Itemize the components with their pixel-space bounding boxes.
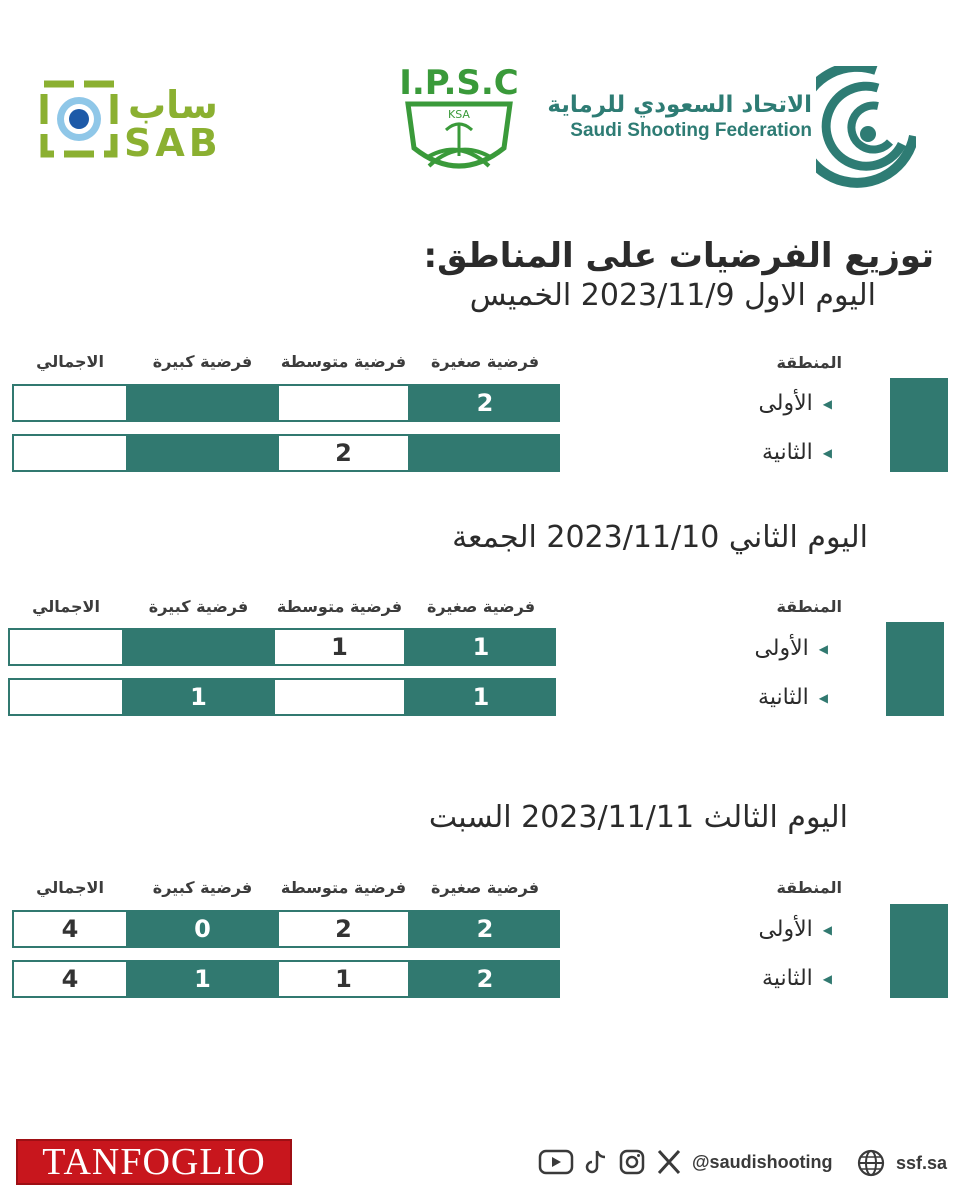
x-icon[interactable] — [656, 1148, 682, 1176]
day-1-total-header: الاجمالي — [36, 352, 104, 371]
day-2-row-1-region — [754, 636, 828, 661]
day-1-region-bar — [890, 378, 948, 472]
day-2-row-2 — [8, 678, 556, 716]
total-cell — [8, 678, 124, 716]
website-link[interactable] — [856, 1148, 947, 1178]
small-cell: 1 — [406, 678, 556, 716]
triangle-left-icon: ◀ — [822, 445, 832, 460]
day-1-title: اليوم الاول 2023/11/9 الخميس — [469, 278, 876, 313]
region-name: الثانية — [762, 440, 813, 465]
day-2-total-header: الاجمالي — [32, 597, 100, 616]
day-3-total-header: الاجمالي — [36, 878, 104, 897]
medium-cell: 2 — [277, 434, 410, 472]
tanfoglio-logo — [16, 1139, 292, 1185]
triangle-left-icon: ◀ — [822, 922, 832, 937]
large-cell — [124, 628, 273, 666]
total-cell — [12, 434, 128, 472]
federation-name — [547, 92, 812, 142]
day-2-medium-header: فرضية متوسطة — [276, 597, 403, 616]
small-cell: 2 — [410, 384, 560, 422]
small-cell: 2 — [410, 960, 560, 998]
day-3-medium-header: فرضية متوسطة — [280, 878, 407, 897]
youtube-icon[interactable] — [538, 1148, 574, 1176]
federation-logo-icon — [816, 66, 916, 192]
triangle-left-icon: ◀ — [818, 641, 828, 656]
day-1-large-header: فرضية كبيرة — [152, 352, 253, 371]
region-name: الثانية — [762, 966, 813, 991]
day-3-row-2 — [12, 960, 560, 998]
day-1-region-header: المنطقة — [776, 353, 842, 372]
website-text: ssf.sa — [896, 1152, 948, 1173]
day-3-row-1-region — [758, 917, 832, 942]
ipsc-logo — [384, 58, 534, 186]
day-3-row-1 — [12, 910, 560, 948]
day-1-row-1-region — [758, 391, 832, 416]
large-cell: 0 — [128, 910, 277, 948]
day-3-region-header: المنطقة — [776, 878, 842, 897]
medium-cell — [277, 384, 410, 422]
day-3-title: اليوم الثالث 2023/11/11 السبت — [428, 800, 848, 835]
day-2-row-2-region — [758, 685, 828, 710]
medium-cell: 2 — [277, 910, 410, 948]
day-2-region-header: المنطقة — [776, 597, 842, 616]
day-1-row-2-region — [762, 440, 832, 465]
day-1-row-2 — [12, 434, 560, 472]
large-cell — [128, 434, 277, 472]
large-cell: 1 — [128, 960, 277, 998]
day-2-large-header: فرضية كبيرة — [148, 597, 249, 616]
large-cell: 1 — [124, 678, 273, 716]
medium-cell: 1 — [277, 960, 410, 998]
small-cell: 2 — [410, 910, 560, 948]
region-name: الأولى — [758, 917, 813, 942]
total-cell: 4 — [12, 960, 128, 998]
day-1-small-header: فرضية صغيرة — [430, 352, 540, 371]
ipsc-text: I.P.S.C — [399, 63, 519, 103]
day-1-medium-header: فرضية متوسطة — [280, 352, 407, 371]
ipsc-ksa-text: KSA — [448, 108, 470, 121]
region-name: الأولى — [754, 636, 809, 661]
day-2-row-1 — [8, 628, 556, 666]
sab-en-text: SAB — [124, 121, 222, 162]
social-links — [538, 1148, 833, 1176]
day-2-title: اليوم الثاني 2023/11/10 الجمعة — [452, 520, 868, 555]
day-3-region-bar — [890, 904, 948, 998]
triangle-left-icon: ◀ — [822, 971, 832, 986]
sab-ar-text: ساب — [128, 83, 218, 127]
small-cell: 1 — [406, 628, 556, 666]
day-3-small-header: فرضية صغيرة — [430, 878, 540, 897]
total-cell — [12, 384, 128, 422]
federation-name-ar: الاتحاد السعودي للرماية — [547, 92, 812, 118]
region-name: الثانية — [758, 685, 809, 710]
day-1-row-1 — [12, 384, 560, 422]
day-3-large-header: فرضية كبيرة — [152, 878, 253, 897]
day-2-small-header: فرضية صغيرة — [426, 597, 536, 616]
triangle-left-icon: ◀ — [818, 690, 828, 705]
medium-cell: 1 — [273, 628, 406, 666]
main-title: توزيع الفرضيات على المناطق: — [423, 236, 934, 276]
total-cell: 4 — [12, 910, 128, 948]
federation-name-en: Saudi Shooting Federation — [570, 120, 812, 141]
region-name: الأولى — [758, 391, 813, 416]
sab-logo — [40, 80, 255, 162]
medium-cell — [273, 678, 406, 716]
globe-icon — [856, 1148, 886, 1178]
social-handle[interactable]: @saudishooting — [692, 1151, 833, 1172]
triangle-left-icon: ◀ — [822, 396, 832, 411]
large-cell — [128, 384, 277, 422]
small-cell — [410, 434, 560, 472]
day-3-row-2-region — [762, 966, 832, 991]
total-cell — [8, 628, 124, 666]
instagram-icon[interactable] — [618, 1148, 646, 1176]
day-2-region-bar — [886, 622, 944, 716]
tiktok-icon[interactable] — [584, 1148, 608, 1176]
tanfoglio-text: TANFOGLIO — [42, 1141, 266, 1183]
